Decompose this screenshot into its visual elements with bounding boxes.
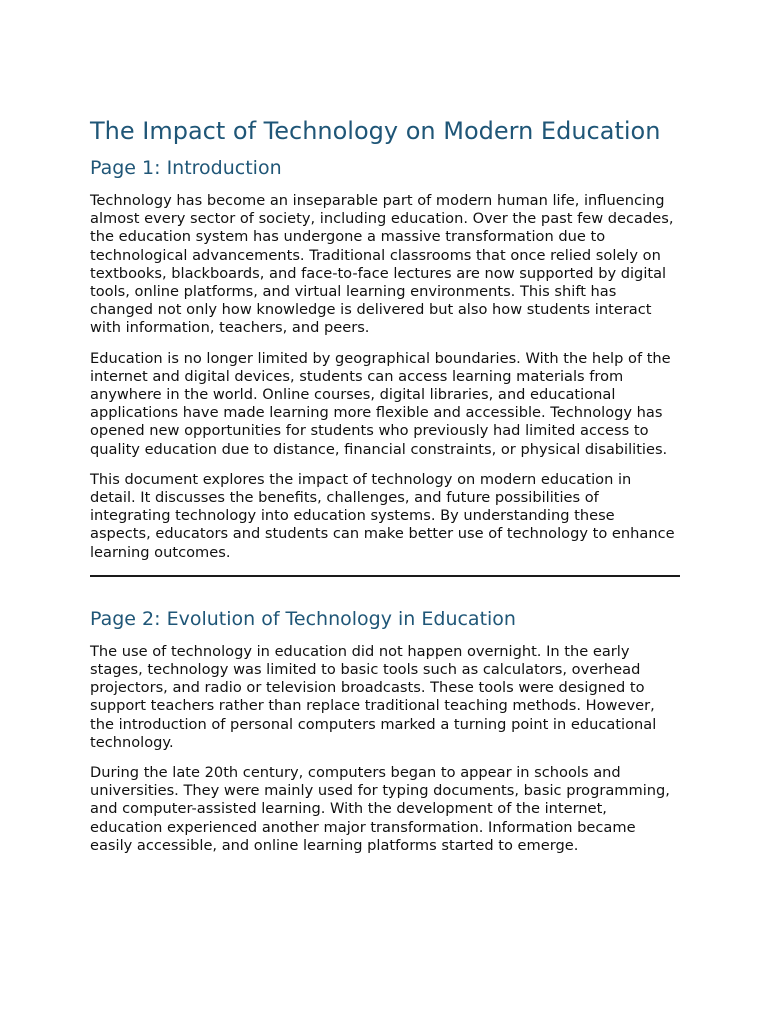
intro-paragraph-2: Education is no longer limited by geographical boundaries. With the help of the internet and digital devices, students can access learning materials from anywhere in the world. Online courses, digital libraries, and educational applications have made learning more flexible and accessible. Technology has opened new opportunities for students who previously had limited access to quality education due to distance, financial constraints, or physical disabilities.	[90, 349, 671, 458]
intro-paragraph-3: This document explores the impact of technology on modern education in detail. It discusses the benefits, challenges, and future possibilities of integrating technology into education systems. By understanding these aspects, educators and students can make better use of technology to enhance learning outcomes.	[90, 470, 675, 561]
evolution-paragraph-1: The use of technology in education did not happen overnight. In the early stages, technology was limited to basic tools such as calculators, overhead projectors, and radio or television broadcasts. These tools were designed to support teachers rather than replace traditional teaching methods. However, the introduction of personal computers marked a turning point in educational technology.	[90, 642, 657, 751]
page-divider	[90, 575, 680, 577]
intro-paragraph-1: Technology has become an inseparable part of modern human life, influencing almost every sector of society, including education. Over the past few decades, the education system has undergone a massive transformation due to technological advancements. Traditional classrooms that once relied solely on textbooks, blackboards, and face-to-face lectures are now supported by digital tools, online platforms, and virtual learning environments. This shift has changed not only how knowledge is delivered but also how students interact with information, teachers, and peers.	[90, 192, 674, 337]
document-page	[90, 116, 680, 855]
section-heading-evolution: Page 2: Evolution of Technology in Education	[90, 607, 516, 630]
document-title: The Impact of Technology on Modern Education	[90, 117, 661, 145]
section-heading-introduction: Page 1: Introduction	[90, 157, 282, 179]
evolution-paragraph-2: During the late 20th century, computers began to appear in schools and universities. They were mainly used for typing documents, basic programming, and computer-assisted learning. With the development of the internet, education experienced another major transformation. Information became easily accessible, and online learning platforms started to emerge.	[90, 764, 670, 854]
